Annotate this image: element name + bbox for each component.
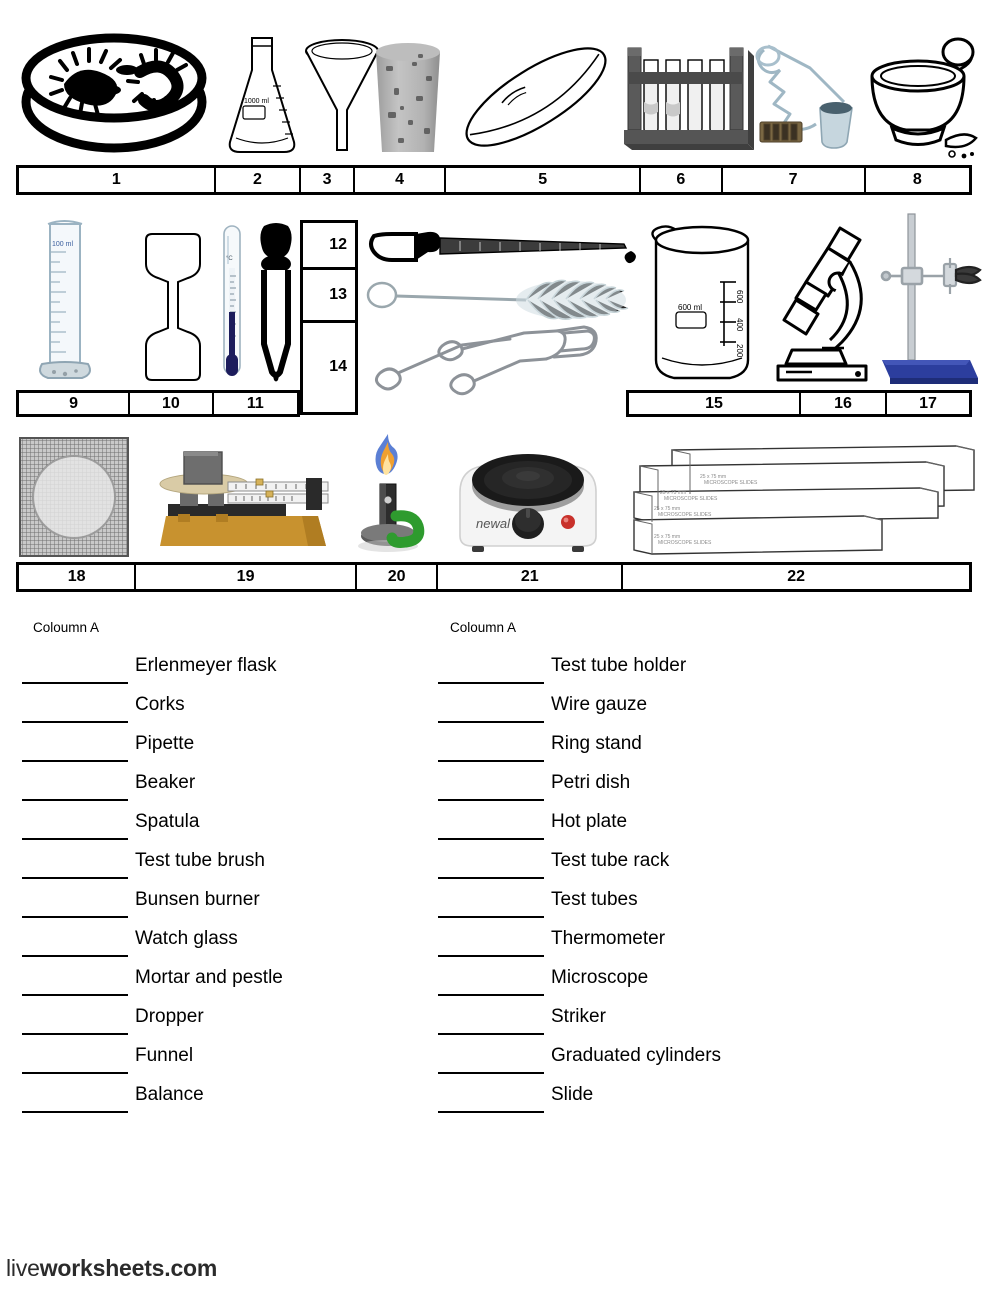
mortar-and-pestle-illustration — [862, 28, 982, 162]
number-cell-13[interactable]: 13 — [303, 270, 355, 323]
svg-text:MICROSCOPE SLIDES: MICROSCOPE SLIDES — [658, 512, 712, 518]
number-cell-9[interactable]: 9 — [19, 393, 130, 414]
thermometer-illustration — [214, 220, 250, 388]
answer-label: Ring stand — [551, 733, 642, 754]
answer-blank-right-12[interactable] — [438, 1111, 544, 1113]
answer-label: Test tube brush — [135, 850, 265, 871]
number-cell-7[interactable]: 7 — [723, 168, 866, 192]
answer-blank-right-8[interactable] — [438, 955, 544, 957]
cork-illustration — [372, 40, 444, 158]
answer-label: Spatula — [135, 811, 200, 832]
number-cell-22[interactable]: 22 — [623, 565, 969, 589]
answer-label: Graduated cylinders — [551, 1045, 722, 1066]
number-cell-2[interactable]: 2 — [216, 168, 301, 192]
number-cell-14[interactable]: 14 — [329, 358, 347, 376]
answer-label: Beaker — [135, 772, 196, 793]
answer-blank-left-5[interactable] — [22, 838, 128, 840]
answer-blank-left-6[interactable] — [22, 877, 128, 879]
svg-text:25 x 75 mm: 25 x 75 mm — [700, 474, 727, 480]
striker-illustration — [748, 34, 868, 162]
svg-text:MICROSCOPE SLIDES: MICROSCOPE SLIDES — [658, 540, 712, 546]
answer-label: Funnel — [135, 1045, 194, 1066]
answer-blank-right-10[interactable] — [438, 1033, 544, 1035]
bunsen-burner-illustration — [358, 434, 430, 560]
svg-text:1000 ml: 1000 ml — [244, 98, 269, 105]
answer-label: Balance — [135, 1084, 204, 1105]
erlenmeyer-flask-illustration — [224, 34, 300, 158]
test-tube-rack-illustration — [622, 32, 756, 162]
answer-label: Petri dish — [551, 772, 631, 793]
answer-label: Corks — [135, 694, 185, 715]
answer-blank-left-10[interactable] — [22, 1033, 128, 1035]
number-cell-19[interactable]: 19 — [136, 565, 357, 589]
number-bar-row-2-right — [626, 390, 972, 417]
answer-blank-right-2[interactable] — [438, 721, 544, 723]
answer-blank-left-4[interactable] — [22, 799, 128, 801]
watermark-light-text: live — [6, 1255, 40, 1281]
ring-stand-illustration — [874, 210, 984, 388]
answer-blank-left-11[interactable] — [22, 1072, 128, 1074]
answer-label: Mortar and pestle — [135, 967, 283, 988]
svg-text:25 x 75 mm: 25 x 75 mm — [654, 506, 681, 512]
picture-row-1 — [0, 0, 1000, 165]
answer-label: Dropper — [135, 1006, 204, 1027]
number-cell-20[interactable]: 20 — [357, 565, 439, 589]
number-bar-row-2-left — [16, 390, 300, 417]
answer-label: Wire gauze — [551, 694, 648, 715]
answer-blank-left-8[interactable] — [22, 955, 128, 957]
test-tube-holder-illustration — [370, 325, 620, 401]
answer-blank-right-11[interactable] — [438, 1072, 544, 1074]
number-bar-row-3 — [16, 562, 972, 592]
number-cell-5[interactable]: 5 — [446, 168, 641, 192]
number-cell-1[interactable]: 1 — [19, 168, 216, 192]
number-cell-11[interactable]: 11 — [214, 393, 297, 414]
svg-text:MICROSCOPE SLIDES: MICROSCOPE SLIDES — [704, 480, 758, 486]
number-cell-12[interactable]: 12 — [303, 223, 355, 270]
answer-label: Test tube rack — [551, 850, 670, 871]
picture-row-3 — [0, 430, 1000, 562]
answer-blank-right-6[interactable] — [438, 877, 544, 879]
number-cell-8[interactable]: 8 — [866, 168, 969, 192]
answer-label: Erlenmeyer flask — [135, 655, 277, 676]
number-cell-6[interactable]: 6 — [641, 168, 722, 192]
svg-text:25 x 75 mm: 25 x 75 mm — [660, 490, 687, 496]
answer-label: Striker — [551, 1006, 606, 1027]
svg-text:25 x 75 mm: 25 x 75 mm — [654, 534, 681, 540]
answer-label: Pipette — [135, 733, 195, 754]
watermark-bold-text: worksheets.com — [39, 1255, 218, 1281]
number-cell-18[interactable]: 18 — [19, 565, 136, 589]
answer-label: Bunsen burner — [135, 889, 260, 910]
svg-text:200: 200 — [735, 344, 744, 358]
number-bar-row-1 — [16, 165, 972, 195]
svg-text:100 ml: 100 ml — [52, 241, 74, 248]
number-cell-17[interactable]: 17 — [887, 393, 969, 414]
answer-blank-right-4[interactable] — [438, 799, 544, 801]
watch-glass-illustration — [452, 32, 620, 162]
answer-label: Thermometer — [551, 928, 666, 949]
number-stack-row-2 — [300, 220, 358, 415]
number-cell-16[interactable]: 16 — [801, 393, 887, 414]
answer-blank-left-2[interactable] — [22, 721, 128, 723]
petri-dish-illustration — [22, 30, 207, 160]
answer-blank-left-1[interactable] — [22, 682, 128, 684]
number-cell-21[interactable]: 21 — [438, 565, 623, 589]
funnel-illustration — [303, 38, 381, 156]
microscope-illustration — [766, 222, 876, 388]
answer-blank-left-9[interactable] — [22, 994, 128, 996]
svg-text:°C: °C — [226, 256, 233, 262]
number-cell-10[interactable]: 10 — [130, 393, 213, 414]
svg-text:MICROSCOPE SLIDES: MICROSCOPE SLIDES — [664, 496, 718, 502]
picture-row-2 — [0, 200, 1000, 395]
answer-blank-right-5[interactable] — [438, 838, 544, 840]
right-column-header: Coloumn A — [450, 620, 517, 635]
number-cell-15[interactable]: 15 — [629, 393, 801, 414]
number-cell-4[interactable]: 4 — [355, 168, 446, 192]
answer-label: Watch glass — [135, 928, 238, 949]
liveworksheets-watermark — [6, 1255, 217, 1282]
answer-label: Test tube holder — [551, 655, 687, 676]
slides-illustration — [628, 438, 976, 560]
beaker-illustration — [644, 220, 760, 388]
answer-label: Microscope — [551, 967, 649, 988]
graduated-cylinder-illustration — [32, 218, 98, 388]
answer-blank-right-3[interactable] — [438, 760, 544, 762]
number-cell-3[interactable]: 3 — [301, 168, 355, 192]
dropper-illustration — [254, 220, 298, 386]
balance-illustration — [140, 438, 340, 558]
answer-blank-left-3[interactable] — [22, 760, 128, 762]
answer-label: Slide — [551, 1084, 594, 1105]
answer-label: Test tubes — [551, 889, 638, 910]
wire-gauze-illustration — [18, 436, 130, 558]
svg-text:newal: newal — [476, 516, 510, 531]
answer-blank-left-7[interactable] — [22, 916, 128, 918]
spatula-illustration — [140, 228, 206, 386]
test-tube-brush-illustration — [366, 273, 638, 321]
answer-label: Hot plate — [551, 811, 628, 832]
answer-blank-left-12[interactable] — [22, 1111, 128, 1113]
svg-text:600 ml: 600 ml — [678, 303, 703, 312]
answer-blank-right-1[interactable] — [438, 682, 544, 684]
left-column-header: Coloumn A — [33, 620, 100, 635]
svg-text:600: 600 — [735, 290, 744, 304]
pipette-illustration — [368, 226, 643, 272]
svg-text:400: 400 — [735, 318, 744, 332]
answer-blank-right-7[interactable] — [438, 916, 544, 918]
hot-plate-illustration — [452, 448, 604, 558]
answer-blank-right-9[interactable] — [438, 994, 544, 996]
